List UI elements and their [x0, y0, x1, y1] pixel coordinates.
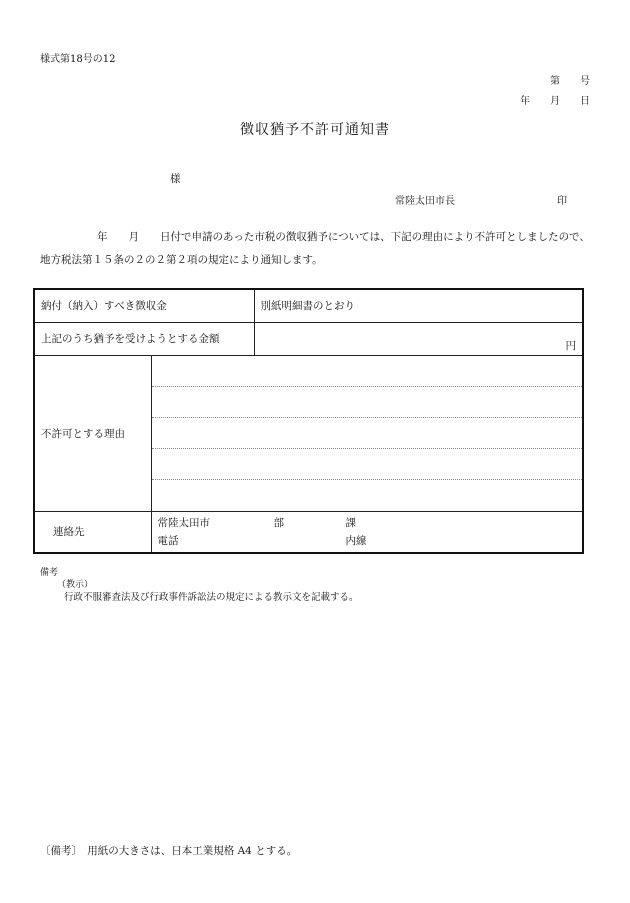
seal-mark: 印: [557, 196, 567, 207]
document-number: 第 号: [550, 76, 590, 87]
reason-row: [34, 355, 583, 511]
deferral-amount-unit: 円: [254, 322, 583, 355]
contact-city: 常陸太田市: [157, 516, 210, 529]
deferral-amount-label: 上記のうち猶予を受けようとする金額: [34, 322, 254, 355]
contact-phone: 電話: [157, 534, 179, 547]
footer-note: 〔備考〕 用紙の大きさは、日本工業規格 A4 とする。: [40, 845, 298, 857]
contact-row: [34, 511, 583, 553]
reason-line: [152, 356, 583, 387]
contact-department: 部: [273, 516, 284, 529]
document-title: 徴収猶予不許可通知書: [240, 122, 390, 138]
reason-line: [152, 418, 583, 449]
form-number: 様式第18号の12: [40, 54, 116, 65]
reason-line: [152, 387, 583, 418]
notes-text: 行政不服審査法及び行政事件訴訟法の規定による教示文を記載する。: [64, 592, 359, 603]
reason-line: [152, 449, 583, 480]
notice-table: [33, 288, 584, 554]
amount-due-row: [34, 289, 583, 322]
reason-line: [152, 480, 583, 511]
addressee-suffix: 様: [170, 173, 181, 185]
contact-extension: 内線: [345, 534, 367, 547]
contact-section: 課: [345, 516, 356, 529]
notes-title: 備考: [40, 568, 59, 578]
body-text: 年 月 日付で申請のあった市税の徴収猶予については、下記の理由により不許可としましたので、地方税法第１５条の２の２第２項の規定により通知します。: [40, 231, 590, 266]
sender-name: 常陸太田市長: [395, 196, 455, 207]
contact-details: [151, 511, 583, 553]
document-date: 年 月 日: [520, 96, 590, 107]
deferral-amount-row: [34, 322, 583, 355]
reason-label: 不許可とする理由: [34, 355, 151, 511]
reason-lines: [151, 355, 583, 511]
contact-label: 連絡先: [34, 511, 151, 553]
amount-due-value: 別紙明細書のとおり: [254, 289, 583, 322]
amount-due-label: 納付（納入）すべき徴収金: [34, 289, 254, 322]
notes-subtitle: （教示）: [57, 580, 94, 590]
